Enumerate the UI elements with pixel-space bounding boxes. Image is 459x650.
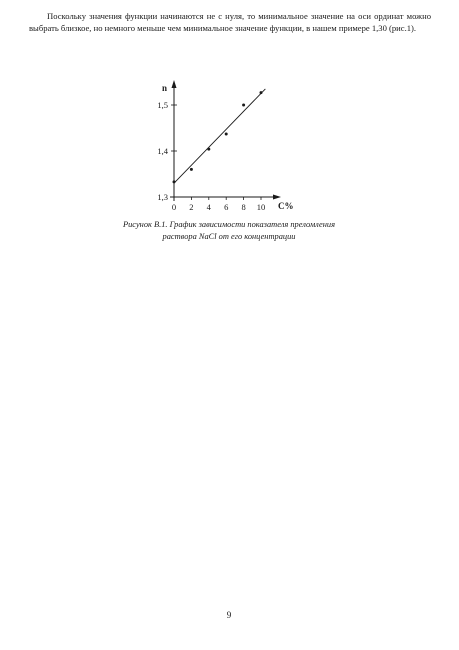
caption-line-1: Рисунок В.1. График зависимости показателя преломления [122, 220, 335, 229]
data-point-2 [207, 148, 210, 151]
x-tick-label-1: 2 [189, 202, 194, 212]
y-tick-label-2: 1,5 [157, 100, 168, 110]
data-point-1 [190, 168, 193, 171]
caption-line-2: раствора NaCl от его концентрации [162, 231, 296, 241]
fit-line [174, 89, 265, 183]
data-point-4 [242, 104, 245, 107]
intro-paragraph: Поскольку значения функции начинаются не с нуля, то минимальное значение на оси ординат можно выбрать близкое, но немного меньше чем минимальное значение функции, в нашем примере 1,30 (рис.1). [29, 11, 431, 33]
figure-caption [96, 219, 362, 242]
figure-chart [150, 76, 300, 216]
x-tick-label-0: 0 [171, 202, 177, 212]
x-tick-label-5: 10 [256, 202, 266, 212]
x-tick-label-3: 6 [224, 202, 229, 212]
refractive-index-chart [150, 76, 300, 216]
x-tick-label-2: 4 [206, 202, 211, 212]
x-tick-label-4: 8 [241, 202, 246, 212]
x-axis-arrow [273, 195, 281, 200]
data-point-0 [173, 180, 176, 183]
page-number: 9 [226, 610, 232, 620]
data-point-3 [225, 132, 228, 135]
y-tick-label-0: 1,3 [157, 192, 168, 202]
y-tick-label-1: 1,4 [157, 146, 168, 156]
x-axis-label: C% [278, 201, 294, 211]
y-axis-label: n [162, 83, 168, 93]
y-axis-arrow [172, 80, 177, 88]
data-point-5 [260, 91, 263, 94]
